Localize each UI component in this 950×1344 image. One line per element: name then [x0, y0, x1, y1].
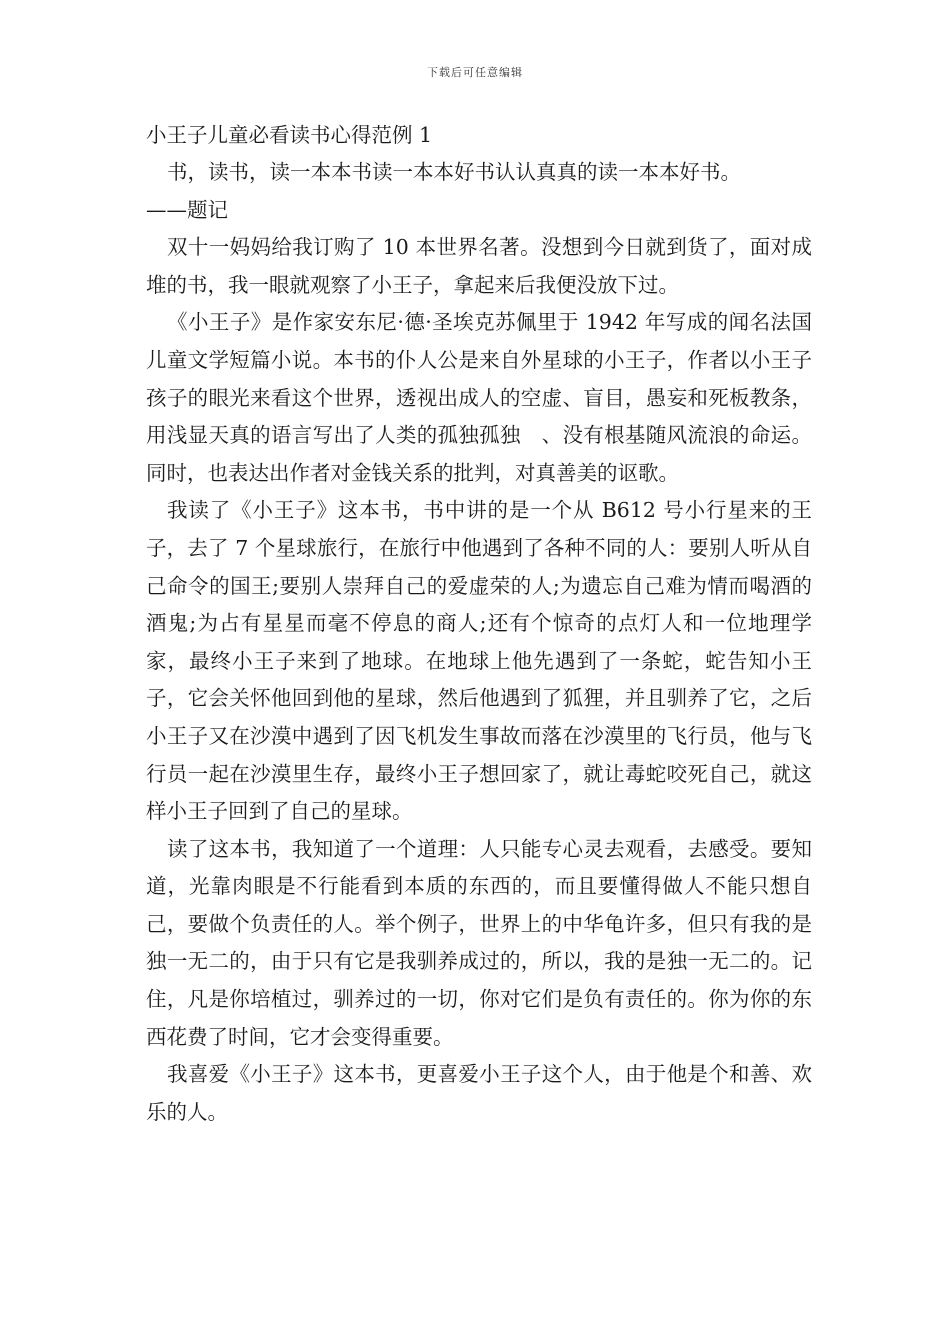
epigraph: 书，读书，读一本本书读一本本好书认认真真的读一本本好书。 [167, 160, 741, 184]
document-title: 小王子儿童必看读书心得范例 1 [146, 123, 433, 147]
document-body [146, 116, 812, 1131]
page-header: 下载后可任意编辑 [427, 66, 523, 79]
paragraph-4: 读了这本书，我知道了一个道理：人只能专心灵去观看，去感受。要知道，光靠肉眼是不行能看到本质的东西的，而且要懂得做人不能只想自己，要做个负责任的人。举个例子，世界上的中华龟许多，但只有我的是独一无二的，由于只有它是我驯养成过的，所以，我的是独一无二的。记住，凡是你培植过，驯养过的一切，你对它们是负有责任的。你为你的东西花费了时间，它才会变得重要。 [146, 836, 812, 1049]
paragraph-5: 我喜爱《小王子》这本书，更喜爱小王子这个人，由于他是个和善、欢乐的人。 [146, 1062, 812, 1124]
paragraph-2: 《小王子》是作家安东尼·德·圣埃克苏佩里于 1942 年写成的闻名法国儿童文学短篇小说。本书的仆人公是来自外星球的小王子，作者以小王子孩子的眼光来看这个世界，透视出成人的空虚、盲目，愚妄和死板教条，用浅显天真的语言写出了人类的孤独孤独 、没有根基随风流浪的命运。同时，也表达出作者对金钱关系的批判，对真善美的讴歌。 [146, 310, 812, 485]
epigraph-source: ——题记 [146, 197, 228, 222]
paragraph-3: 我读了《小王子》这本书，书中讲的是一个从 B612 号小行星来的王子，去了 7 个星球旅行，在旅行中他遇到了各种不同的人：要别人听从自己命令的国王;要别人崇拜自己的爱虚荣的人;为遗忘自己难为情而喝酒的酒鬼;为占有星星而毫不停息的商人;还有个惊奇的点灯人和一位地理学家，最终小王子来到了地球。在地球上他先遇到了一条蛇，蛇告知小王子，它会关怀他回到他的星球，然后他遇到了狐狸，并且驯养了它，之后小王子又在沙漠中遇到了因飞机发生事故而落在沙漠里的飞行员，他与飞行员一起在沙漠里生存，最终小王子想回家了，就让毒蛇咬死自己，就这样小王子回到了自己的星球。 [146, 498, 812, 824]
paragraph-1: 双十一妈妈给我订购了 10 本世界名著。没想到今日就到货了，面对成堆的书，我一眼就观察了小王子，拿起来后我便没放下过。 [146, 235, 812, 297]
